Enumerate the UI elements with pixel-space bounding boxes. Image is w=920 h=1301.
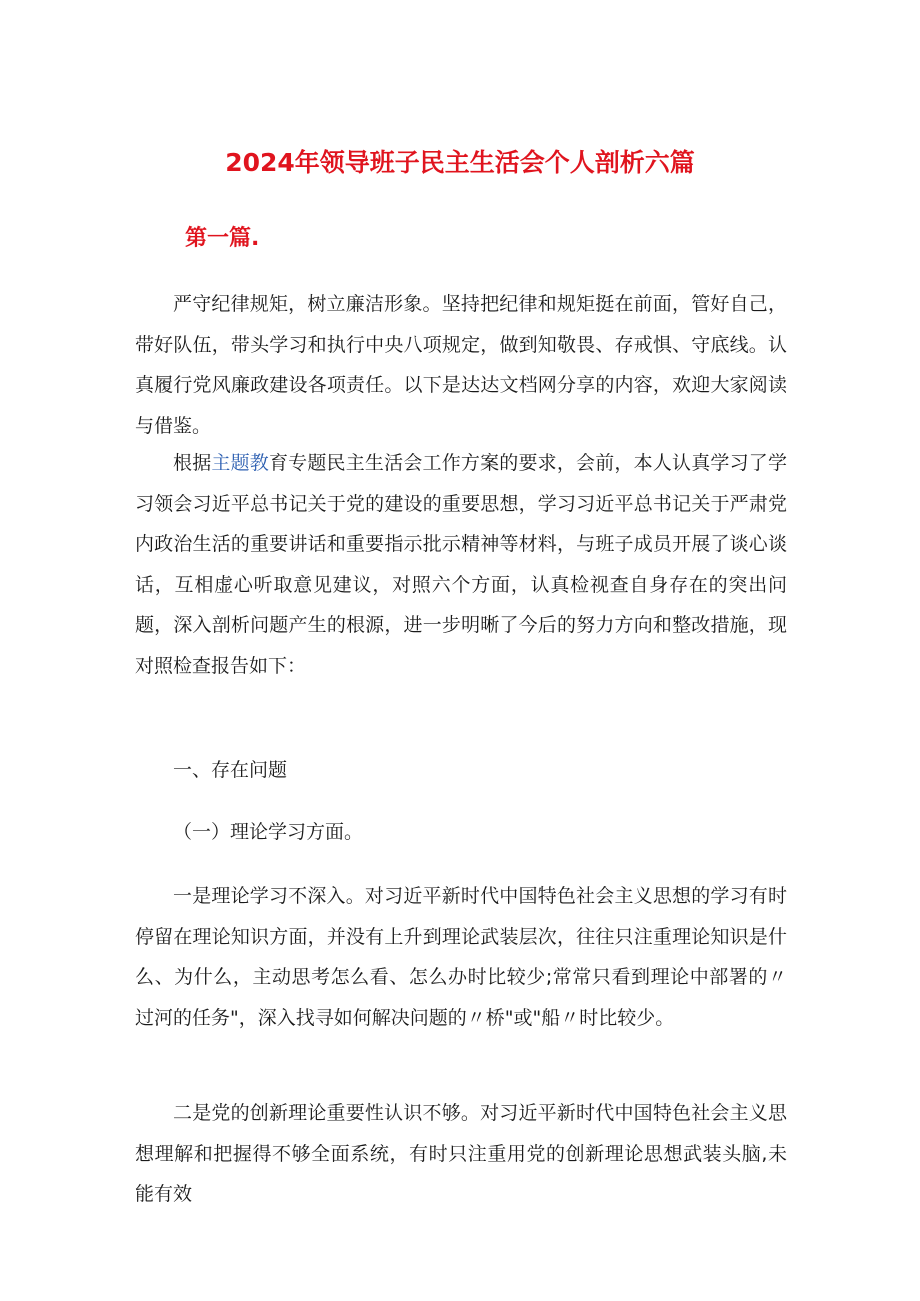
paragraph-theory-not-deep: 一是理论学习不深入。对习近平新时代中国特色社会主义思想的学习有时停留在理论知识方面，并没有上升到理论武装层次，往往只注重理论知识是什么、为什么，主动思考怎么看、怎么办时比较少;常常只看到理论中部署的〃过河的任务"，深入找寻如何解决问题的〃桥"或"船〃时比较少。 <box>135 885 787 1029</box>
section-heading: 第一篇. <box>185 226 260 251</box>
document-title: 2024年领导班子民主生活会个人剖析六篇 <box>225 148 695 177</box>
paragraph-innovation-theory: 二是党的创新理论重要性认识不够。对习近平新时代中国特色社会主义思想理解和把握得不够全面系统，有时只注重用党的创新理论思想武装头脑,未能有效 <box>135 1102 787 1205</box>
theme-education-link[interactable]: 主题教 <box>211 452 269 474</box>
subheading-theory-study: （一）理论学习方面。 <box>173 821 364 843</box>
intro-paragraph: 严守纪律规矩，树立廉洁形象。坚持把纪律和规矩挺在前面，管好自己，带好队伍，带头学习和执行中央八项规定，做到知敬畏、存戒惧、守底线。认真履行党风廉政建设各项责任。以下是达达文档网分享的内容，欢迎大家阅读与借鉴。 <box>135 293 787 437</box>
paragraph-basis <box>135 443 787 686</box>
paragraph-basis-lead: 根据 <box>173 452 212 474</box>
heading-existing-problems: 一、存在问题 <box>173 759 288 781</box>
paragraph-basis-rest: 育专题民主生活会工作方案的要求，会前，本人认真学习了学习领会习近平总书记关于党的建设的重要思想，学习习近平总书记关于严肃党内政治生活的重要讲话和重要指示批示精神等材料，与班子成员开展了谈心谈话，互相虚心听取意见建议，对照六个方面，认真检视查自身存在的突出问题，深入剖析问题产生的根源，进一步明晰了今后的努力方向和整改措施，现对照检查报告如下： <box>135 452 787 677</box>
